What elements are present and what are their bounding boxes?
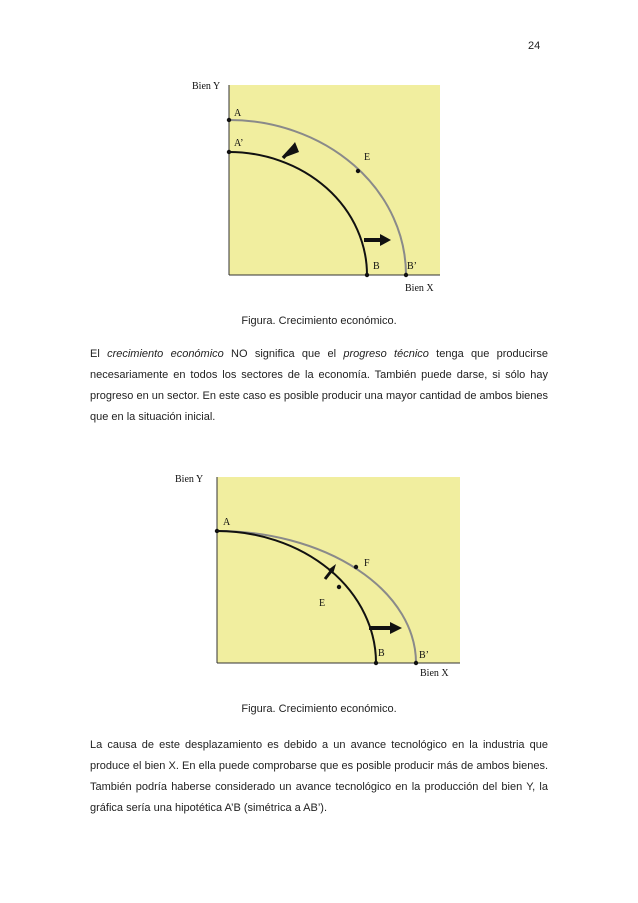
plot-area bbox=[229, 85, 440, 275]
paragraph-2: La causa de este desplazamiento es debido a un avance tecnológico en la industria que produce el bien X. En ella puede comprobarse que es posible producir más de ambos bienes. También podría haberse considerado un avance tecnológico en la producción del bien Y, la gráfica sería una hipotética A’B (simétrica a AB’). bbox=[90, 739, 548, 814]
figure-ppf-shift-x bbox=[170, 470, 465, 680]
label-E: E bbox=[319, 598, 326, 609]
ppf-chart-2 bbox=[170, 470, 465, 680]
figure2-caption: Figura. Crecimiento económico. bbox=[241, 703, 397, 715]
x-axis-label: Bien X bbox=[420, 668, 449, 679]
term-progreso-tecnico: progreso técnico bbox=[343, 348, 429, 360]
label-B-prime: B’ bbox=[407, 261, 417, 272]
label-B: B bbox=[378, 648, 385, 659]
label-E: E bbox=[364, 152, 371, 163]
point-B bbox=[365, 273, 369, 277]
x-axis-label: Bien X bbox=[405, 283, 434, 294]
label-A: A bbox=[223, 517, 231, 528]
figure1-caption: Figura. Crecimiento económico. bbox=[241, 315, 397, 327]
paragraph-1: El crecimiento económico NO significa que el progreso técnico tenga que producirse necesariamente en todos los sectores de la economía. También puede darse, si sólo hay progreso en un sector. En este caso es posible producir una mayor cantidad de ambos bienes que en la situación inicial. bbox=[90, 348, 548, 423]
plot-area bbox=[217, 477, 460, 663]
point-B-prime bbox=[404, 273, 408, 277]
point-F bbox=[354, 565, 358, 569]
y-axis-label: Bien Y bbox=[192, 81, 221, 92]
label-A-prime: A’ bbox=[234, 138, 244, 149]
label-B-prime: B’ bbox=[419, 650, 429, 661]
label-F: F bbox=[364, 558, 370, 569]
label-A: A bbox=[234, 108, 242, 119]
ppf-chart-1 bbox=[170, 76, 460, 301]
y-axis-label: Bien Y bbox=[175, 474, 204, 485]
point-A bbox=[215, 529, 219, 533]
point-B bbox=[374, 661, 378, 665]
term-crecimiento-economico: crecimiento económico bbox=[107, 348, 224, 360]
label-B: B bbox=[373, 261, 380, 272]
point-E bbox=[337, 585, 341, 589]
point-A bbox=[227, 118, 231, 122]
point-E bbox=[356, 169, 360, 173]
page-number: 24 bbox=[528, 40, 541, 52]
figure-ppf-shift-outward bbox=[170, 76, 460, 301]
point-A-prime bbox=[227, 150, 231, 154]
point-B-prime bbox=[414, 661, 418, 665]
